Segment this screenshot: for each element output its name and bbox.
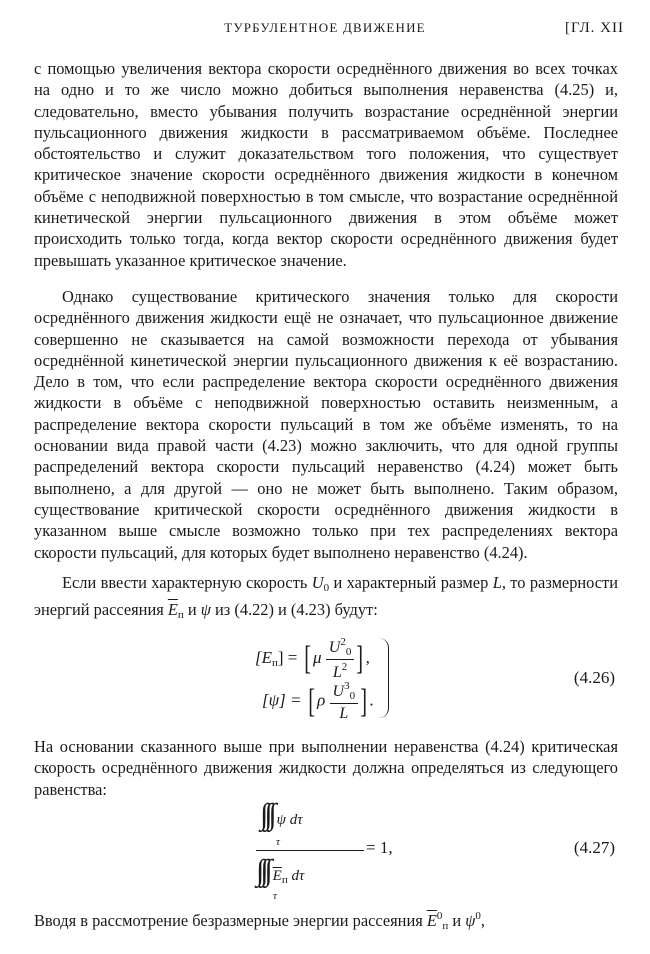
equation-4-26-number: (4.26) bbox=[573, 668, 615, 687]
running-header bbox=[0, 20, 650, 44]
equation-4-27-numerator: ∫∫∫ ψ dτ bbox=[260, 798, 303, 831]
equation-4-26-line-1: $[E_п]$ = [ μ $\frac{U^2_0}{L^2}$ ] , bbox=[255, 636, 370, 681]
equation-4-26 bbox=[0, 632, 650, 722]
equation-4-27: ∫∫∫ ψ dτ τ ∫∫∫ $\overline{E}_п$ dτ τ = 1, (4.27) bbox=[256, 798, 615, 902]
var-psi: ψ bbox=[200, 600, 211, 620]
var-u0: U bbox=[311, 573, 324, 592]
chapter-label: [ГЛ. XII bbox=[564, 20, 624, 36]
equation-4-26-brace bbox=[378, 638, 389, 718]
equation-4-26-line-2: [ψ] = [ ρ $\frac{U^3_0}{L}$ ] . bbox=[262, 680, 374, 722]
paragraph-1: с помощью увеличения вектора скорости осреднённого движения во всех точках на одно и то же число можно добиться выполнения неравенства (4.25) и, следовательно, вместо убывания получить возрастание осреднённой энергии пульсационного движения жидкости в рассматриваемом объёме. Последнее обстоятельство и служит доказательством того положения, что существует критическое значение скорости осреднённого движения жидкости в конечном объёме с неподвижной поверхностью в том смысле, что возрастание осреднённой кинетической энергии пульсационного движения в этом объёме может происходить только тогда, когда вектор скорости осреднённого движения будет превышать указанное критическое значение. bbox=[34, 59, 618, 270]
paragraph-5: Вводя в рассмотрение безразмерные энергии рассеяния $\overline{E}^0_п$ и $\psi^0$, bbox=[34, 910, 486, 932]
paragraph-3: Если ввести характерную скорость $U_0$ и характерный размер L, то размерности энергий рассеяния $\overline{E}_п$ и ψ из (4.22) и (4.23) будут: bbox=[34, 573, 618, 622]
var-psi0: ψ bbox=[465, 911, 476, 930]
equation-4-27-fraction-bar bbox=[256, 850, 364, 851]
equation-4-27-rhs: = 1, bbox=[366, 838, 393, 857]
paragraph-4: На основании сказанного выше при выполнении неравенства (4.24) критическая скорость осреднённого движения жидкости должна определяться из следующего равенства: bbox=[34, 737, 618, 799]
var-En: $\overline{E}$ bbox=[167, 600, 178, 620]
var-L: L bbox=[492, 573, 502, 592]
paragraph-2: Однако существование критического значения только для скорости осреднённого движения жидкости ещё не означает, что пульсационное движение совершенно не сказывается на самой возможности перехода от убывания осреднённой кинетической энергии пульсационного движения к её возрастанию. Дело в том, что если распределение вектора скорости осреднённого движения жидкости в объёме с неподвижной поверхностью оставить неизменным, а распределение вектора скорости пульсаций в том же объёме изменять, то на основании вида правой части (4.23) можно заключить, что для одной группы распределений вектора скорости пульсаций неравенство (4.24) может быть выполнено, а для другой — оно не может быть выполнено. Таким образом, существование критической скорости осреднённого движения жидкости в указанном выше смысле возможно только при тех распределениях вектора скорости пульсаций, для которых будет выполнено неравенство (4.24). bbox=[34, 287, 618, 562]
var-E0: $\overline{E}$ bbox=[426, 911, 437, 930]
equation-4-27-denominator: ∫∫∫ $\overline{E}_п$ dτ bbox=[256, 854, 305, 887]
running-title: ТУРБУЛЕНТНОЕ ДВИЖЕНИЕ bbox=[224, 20, 426, 35]
equation-4-27-number: (4.27) bbox=[573, 838, 615, 857]
